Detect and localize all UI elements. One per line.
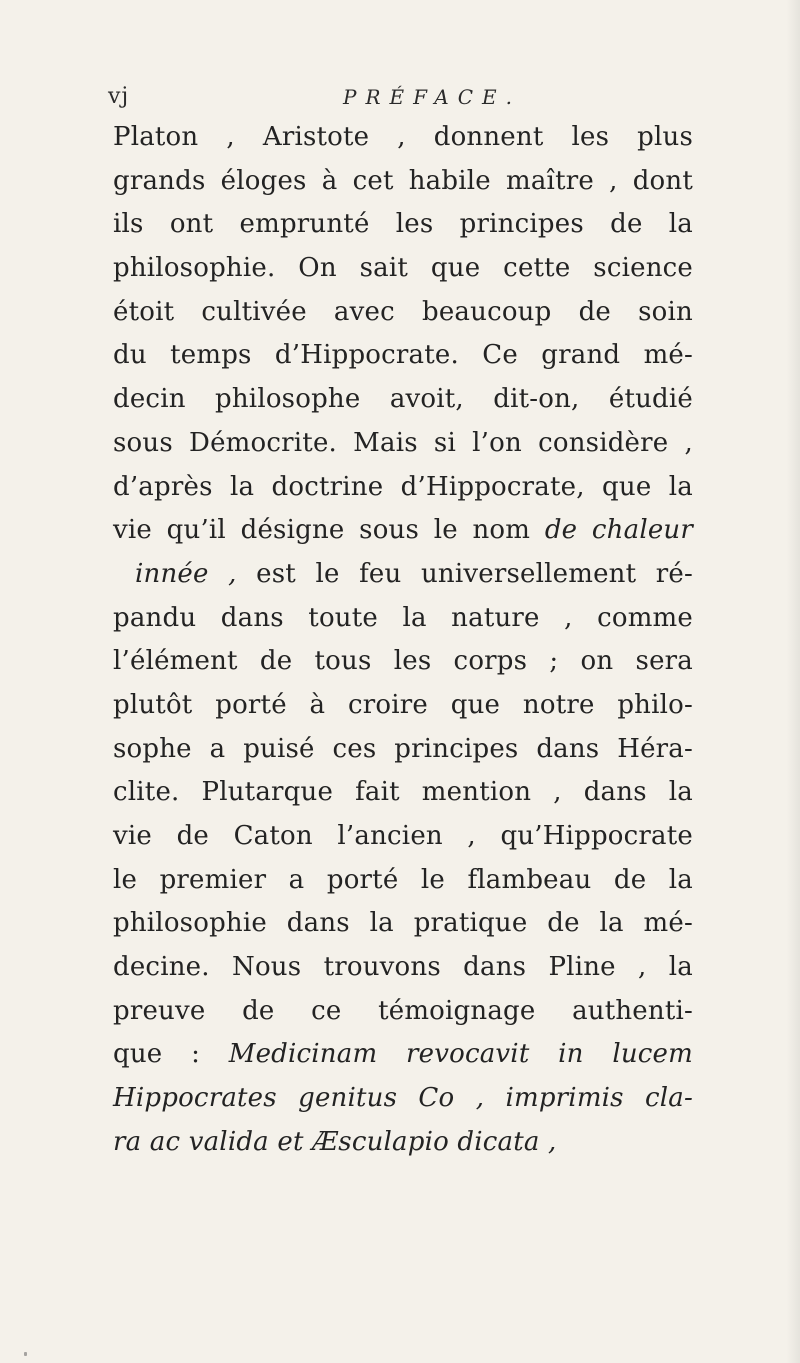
text-line: l’élément de tous les corps ; on sera (113, 646, 693, 677)
text-line: sophe a puisé ces principes dans Héra- (113, 733, 693, 764)
text-line: plutôt porté à croire que notre philo- (113, 689, 693, 720)
text-line: preuve de ce témoignage authenti- (113, 995, 693, 1026)
text-segment: est le feu universellement ré- (256, 558, 694, 589)
text-line: Platon , Aristote , donnent les plus (113, 122, 693, 152)
italic-phrase: Medicinam revocavit in lucem (228, 1039, 693, 1070)
text-line: pandu dans toute la nature , comme (113, 602, 693, 633)
text-segment: vie qu’il désigne sous le nom (113, 515, 531, 546)
text-line (113, 1121, 693, 1165)
italic-phrase: ra ac valida et Æsculapio dicata , (113, 1126, 557, 1157)
text-line: philosophie. On sait que cette science (113, 253, 693, 284)
text-line: d’après la doctrine d’Hippocrate, que la (113, 471, 693, 502)
text-line: clite. Plutarque fait mention , dans la (113, 777, 693, 808)
text-line: philosophie dans la pratique de la mé- (113, 908, 693, 939)
running-head: PRÉFACE. (343, 85, 521, 109)
text-line: étoit cultivée avec beaucoup de soin (113, 296, 693, 327)
text-line: sous Démocrite. Mais si l’on considère , (113, 427, 693, 458)
text-line: grands éloges à cet habile maître , dont (113, 165, 693, 196)
text-line: decine. Nous trouvons dans Pline , la (113, 952, 693, 983)
text-line (113, 1077, 693, 1121)
italic-phrase: de chaleur (544, 515, 693, 546)
italic-phrase: innée , (135, 558, 237, 589)
text-line: ils ont emprunté les principes de la (113, 209, 693, 240)
text-segment: que : (113, 1039, 201, 1070)
text-line: decin philosophe avoit, dit-on, étudié (113, 384, 693, 415)
text-line: le premier a porté le flambeau de la (113, 864, 693, 895)
italic-phrase: Hippocrates genitus Co , imprimis cla- (113, 1083, 693, 1114)
text-line (113, 553, 693, 597)
text-line: vie de Caton l’ancien , qu’Hippocrate (113, 821, 693, 851)
page-number: vj (108, 84, 130, 109)
body-text (113, 116, 693, 1165)
page-edge-shadow (786, 0, 800, 1363)
text-line: du temps d’Hippocrate. Ce grand mé- (113, 340, 693, 371)
text-line (113, 509, 693, 553)
margin-mark (24, 1352, 27, 1356)
page-header (108, 82, 688, 112)
text-line (113, 1033, 693, 1077)
